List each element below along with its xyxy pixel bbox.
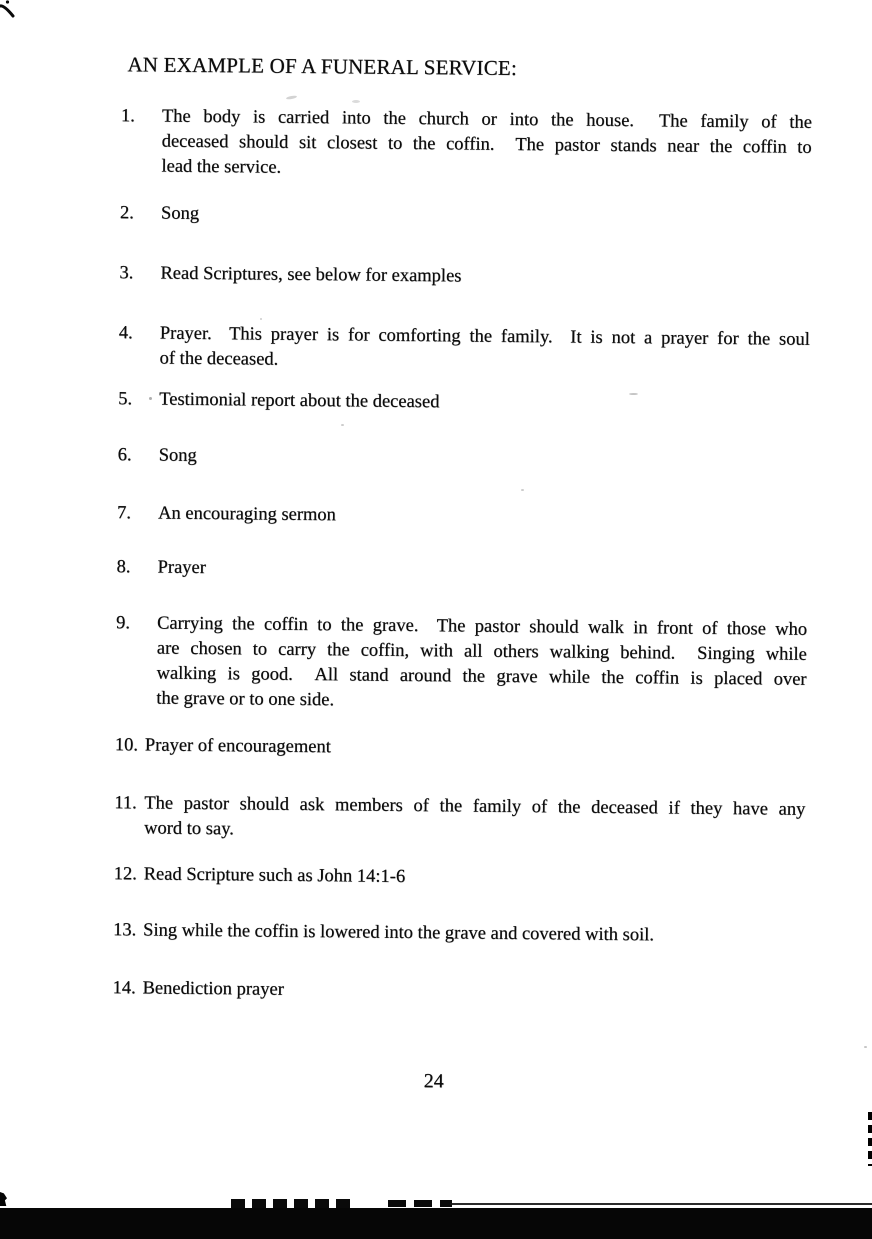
list-item bbox=[118, 387, 809, 419]
scan-artifact-speck bbox=[521, 489, 524, 491]
scan-artifact-speck bbox=[260, 318, 262, 320]
list-item bbox=[118, 443, 809, 475]
item-text: Testimonial report about the deceased bbox=[159, 389, 440, 413]
scan-artifact-band-line bbox=[450, 1203, 872, 1205]
item-number: 9. bbox=[115, 613, 130, 634]
item-number: 6. bbox=[117, 445, 132, 466]
item-number: 7. bbox=[116, 503, 132, 524]
item-number: 8. bbox=[116, 557, 131, 578]
scan-artifact-speck bbox=[149, 397, 152, 400]
item-number: 3. bbox=[119, 263, 134, 284]
item-text: Prayer of encouragement bbox=[144, 735, 331, 758]
scan-artifact-band-dashes bbox=[231, 1199, 355, 1208]
item-text: Read Scriptures, see below for examples bbox=[160, 263, 462, 287]
scan-artifact-bottom-band bbox=[0, 1208, 872, 1239]
scan-artifact-corner-mark bbox=[0, 0, 22, 22]
item-text: Song bbox=[158, 445, 197, 466]
list-item bbox=[117, 501, 808, 533]
scan-artifact-band-dashes bbox=[388, 1200, 452, 1207]
item-number: 13. bbox=[112, 920, 137, 941]
item-number: 2. bbox=[119, 203, 134, 224]
item-number: 5. bbox=[118, 389, 133, 410]
item-text: An encouraging sermon bbox=[157, 503, 336, 526]
list-item bbox=[116, 555, 807, 587]
item-text: Benediction prayer bbox=[142, 978, 284, 1000]
item-text: The body is carried into the church or into the house. The family of the deceased should sit closest to the coffin. The pastor stands near the coffin to lead the service. bbox=[161, 106, 812, 178]
item-number: 11. bbox=[114, 793, 137, 814]
list-item bbox=[115, 611, 807, 718]
item-text: Read Scripture such as John 14:1-6 bbox=[143, 864, 406, 887]
scan-artifact-speck bbox=[864, 1046, 867, 1048]
item-number: 1. bbox=[120, 106, 135, 127]
item-text: Song bbox=[160, 203, 200, 224]
scan-artifact-speck bbox=[352, 100, 360, 103]
scan-artifact-speck bbox=[629, 393, 638, 395]
item-text: Prayer. This prayer is for comforting the family. It is not a prayer for the soul of the deceased. bbox=[159, 323, 810, 370]
item-number: 4. bbox=[118, 323, 133, 344]
item-text: Carrying the coffin to the grave. The pastor should walk in front of those who are chosen to carry the coffin, with all others walking behind. Singing while walking is good. All stand around the grave while the coffin is placed over the grave or to one side. bbox=[156, 613, 808, 711]
list-item bbox=[112, 976, 803, 1008]
item-text: Sing while the coffin is lowered into the grave and covered with soil. bbox=[142, 920, 655, 946]
list-item bbox=[120, 104, 812, 186]
item-text: The pastor should ask members of the family of the deceased if they have any word to say. bbox=[143, 793, 806, 840]
item-number: 14. bbox=[112, 978, 136, 999]
scan-artifact-right-edge-dashes bbox=[868, 1112, 872, 1166]
item-number: 10. bbox=[114, 735, 139, 756]
list-item bbox=[115, 733, 806, 765]
list-item bbox=[114, 791, 805, 848]
list-item bbox=[119, 261, 810, 293]
scan-artifact-speck bbox=[341, 424, 344, 426]
list-item bbox=[113, 918, 804, 950]
list-item bbox=[113, 862, 804, 894]
document-title: AN EXAMPLE OF A FUNERAL SERVICE: bbox=[127, 52, 518, 80]
list-item bbox=[120, 201, 811, 233]
item-number: 12. bbox=[113, 864, 137, 885]
list-item bbox=[118, 321, 809, 378]
item-text: Prayer bbox=[157, 557, 206, 579]
page-number: 24 bbox=[423, 1070, 444, 1093]
